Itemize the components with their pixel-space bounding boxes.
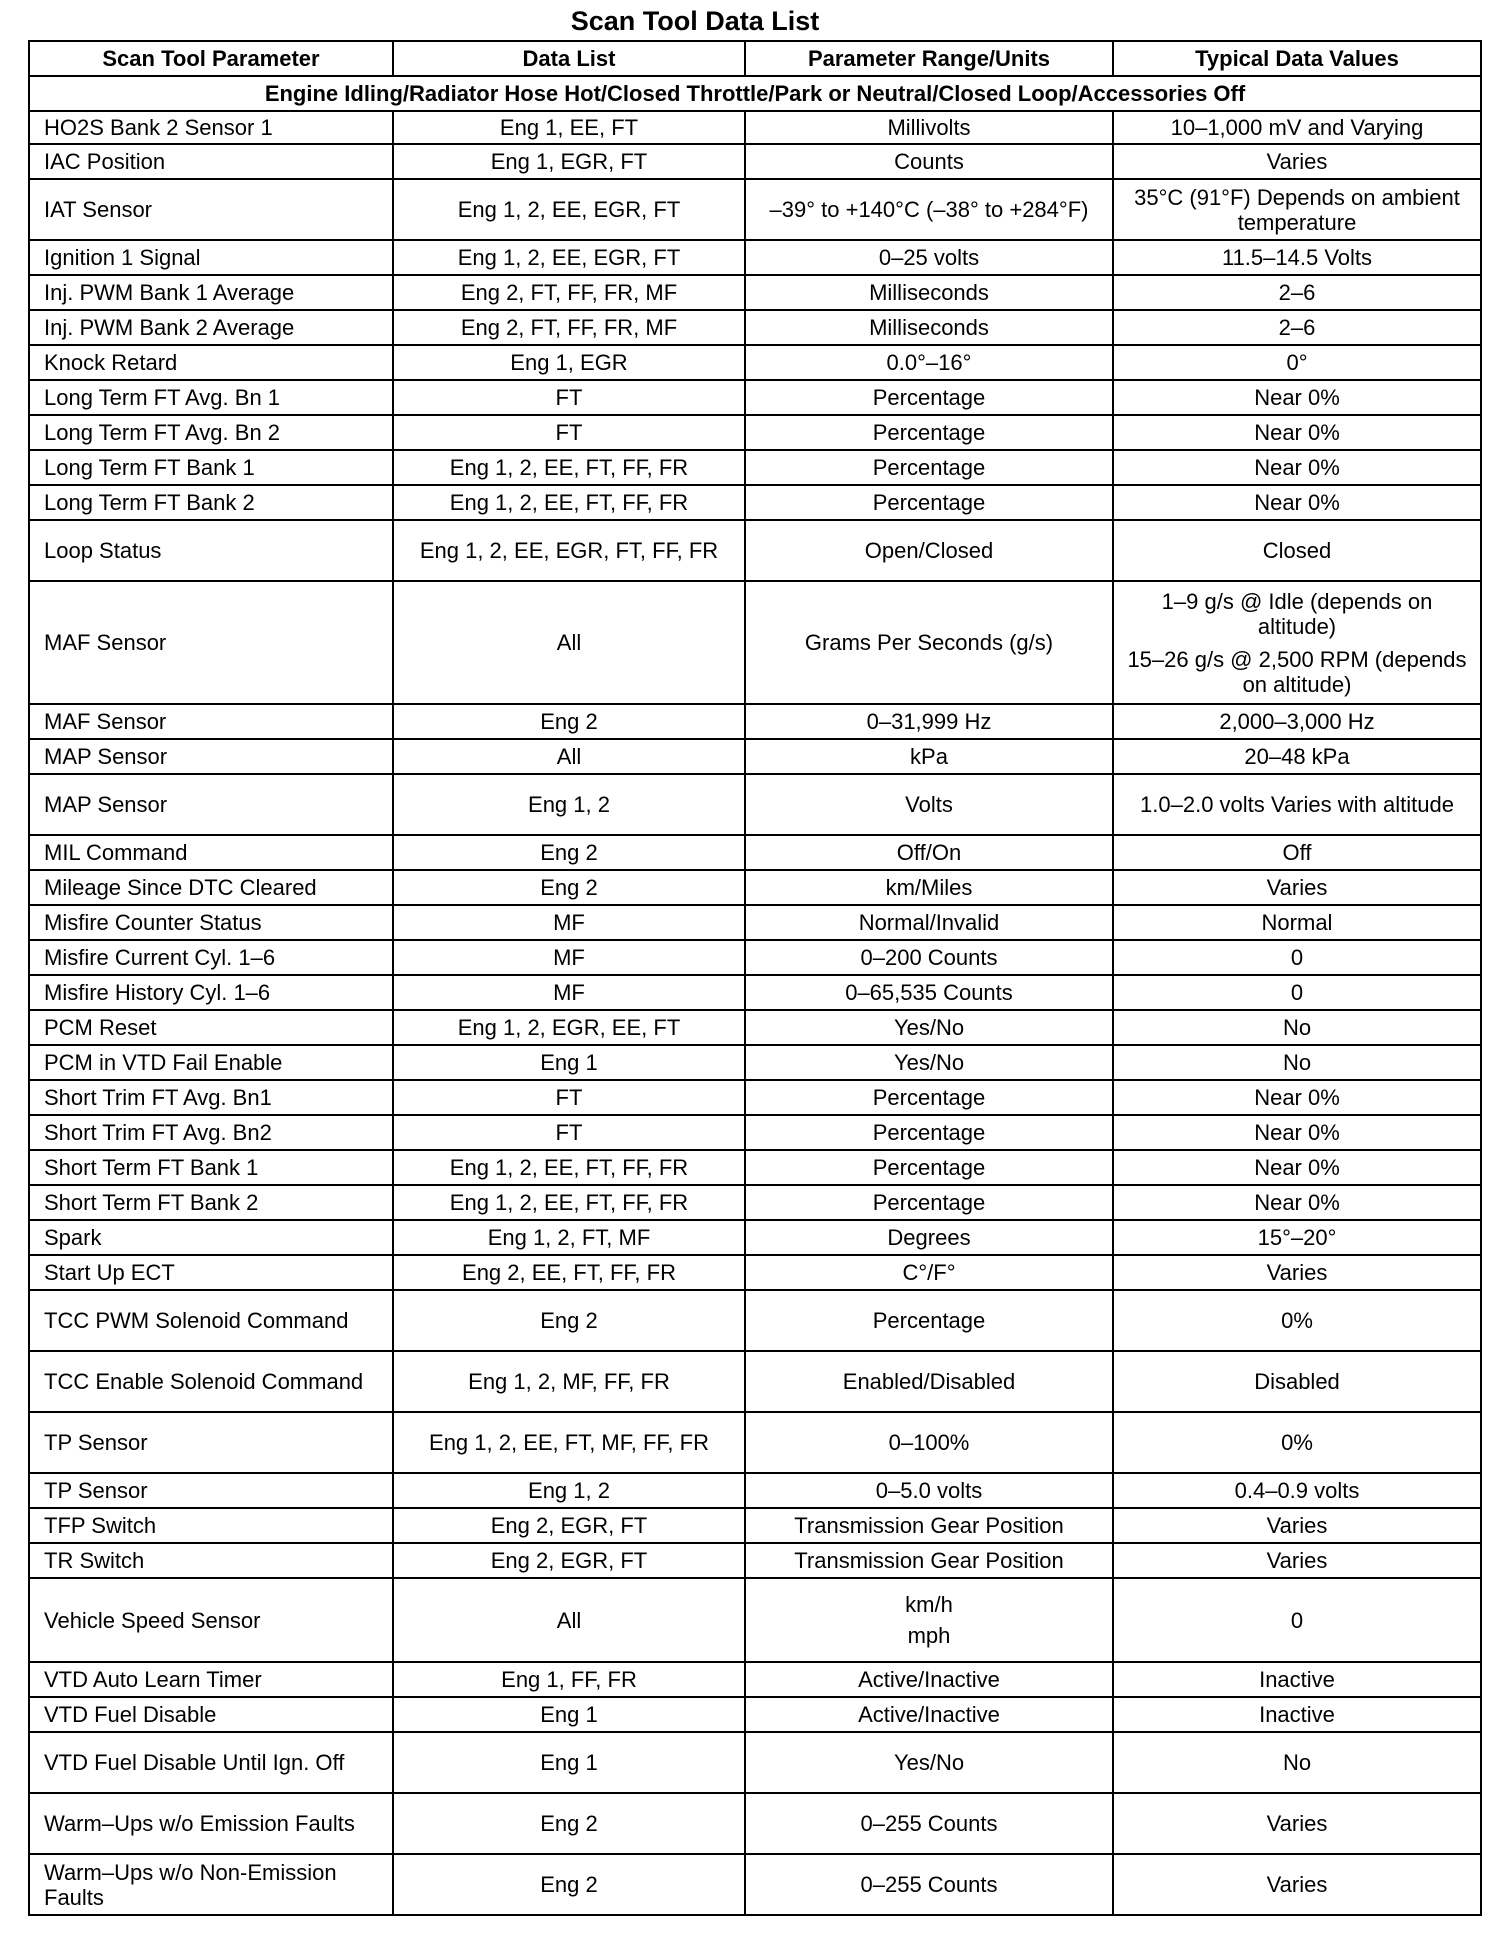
- range-cell: Percentage: [745, 415, 1113, 450]
- typical-cell: Near 0%: [1113, 1115, 1481, 1150]
- data-list-cell: FT: [393, 1080, 745, 1115]
- page-title: Scan Tool Data List: [570, 6, 820, 36]
- range-cell: Percentage: [745, 450, 1113, 485]
- table-row: [29, 144, 1481, 179]
- range-cell: Counts: [745, 144, 1113, 179]
- table-row: [29, 415, 1481, 450]
- data-list-cell: Eng 1, 2, EE, EGR, FT: [393, 240, 745, 275]
- parameter-cell: Short Trim FT Avg. Bn1: [29, 1080, 393, 1115]
- range-line: mph: [907, 1623, 951, 1648]
- range-cell: Off/On: [745, 835, 1113, 870]
- table-row: [29, 1045, 1481, 1080]
- typical-cell: 0.4–0.9 volts: [1113, 1473, 1481, 1508]
- typical-cell: 35°C (91°F) Depends on ambient temperature: [1113, 179, 1481, 240]
- parameter-cell: Warm–Ups w/o Non-Emission Faults: [29, 1854, 393, 1915]
- range-cell: 0.0°–16°: [745, 345, 1113, 380]
- range-cell: 0–25 volts: [745, 240, 1113, 275]
- range-cell: Percentage: [745, 1150, 1113, 1185]
- data-list-cell: MF: [393, 905, 745, 940]
- parameter-cell: Short Term FT Bank 1: [29, 1150, 393, 1185]
- parameter-cell: PCM in VTD Fail Enable: [29, 1045, 393, 1080]
- header-cell-range: Parameter Range/Units: [745, 41, 1113, 76]
- data-list-cell: Eng 1, 2, EE, FT, FF, FR: [393, 485, 745, 520]
- data-list-cell: MF: [393, 975, 745, 1010]
- range-cell: Enabled/Disabled: [745, 1351, 1113, 1412]
- parameter-cell: Long Term FT Avg. Bn 2: [29, 415, 393, 450]
- typical-cell: Near 0%: [1113, 450, 1481, 485]
- table-row: [29, 111, 1481, 144]
- data-list-cell: Eng 2, FT, FF, FR, MF: [393, 310, 745, 345]
- scan-tool-data-table: [28, 40, 1482, 1916]
- range-cell: [745, 1578, 1113, 1662]
- typical-cell: 2–6: [1113, 310, 1481, 345]
- typical-cell: 1.0–2.0 volts Varies with altitude: [1113, 774, 1481, 835]
- range-cell: Transmission Gear Position: [745, 1543, 1113, 1578]
- typical-cell: Near 0%: [1113, 1150, 1481, 1185]
- data-list-cell: MF: [393, 940, 745, 975]
- table-row: [29, 1697, 1481, 1732]
- table-row: [29, 1290, 1481, 1351]
- table-row: [29, 704, 1481, 739]
- table-row: [29, 1220, 1481, 1255]
- data-list-cell: Eng 1, EGR: [393, 345, 745, 380]
- range-cell: Open/Closed: [745, 520, 1113, 581]
- range-cell: C°/F°: [745, 1255, 1113, 1290]
- data-list-cell: Eng 2: [393, 704, 745, 739]
- table-row: [29, 870, 1481, 905]
- typical-cell: Varies: [1113, 1793, 1481, 1854]
- typical-line: 15–26 g/s @ 2,500 RPM (depends on altitude): [1127, 646, 1467, 697]
- parameter-cell: Misfire History Cyl. 1–6: [29, 975, 393, 1010]
- parameter-cell: Inj. PWM Bank 2 Average: [29, 310, 393, 345]
- range-cell: Active/Inactive: [745, 1662, 1113, 1697]
- parameter-cell: Misfire Counter Status: [29, 905, 393, 940]
- data-list-cell: Eng 1, FF, FR: [393, 1662, 745, 1697]
- typical-cell: Near 0%: [1113, 485, 1481, 520]
- table-row: [29, 1508, 1481, 1543]
- data-list-cell: Eng 2, FT, FF, FR, MF: [393, 275, 745, 310]
- range-cell: Milliseconds: [745, 310, 1113, 345]
- table-row: [29, 1793, 1481, 1854]
- data-list-cell: Eng 2: [393, 1290, 745, 1351]
- typical-cell: No: [1113, 1045, 1481, 1080]
- parameter-cell: Long Term FT Bank 2: [29, 485, 393, 520]
- range-cell: kPa: [745, 739, 1113, 774]
- table-row: [29, 1473, 1481, 1508]
- range-cell: Transmission Gear Position: [745, 1508, 1113, 1543]
- table-row: [29, 1255, 1481, 1290]
- table-row: [29, 1854, 1481, 1915]
- table-row: [29, 310, 1481, 345]
- data-list-cell: Eng 2, EGR, FT: [393, 1543, 745, 1578]
- table-row: [29, 905, 1481, 940]
- parameter-cell: VTD Fuel Disable Until Ign. Off: [29, 1732, 393, 1793]
- range-cell: 0–5.0 volts: [745, 1473, 1113, 1508]
- header-row: [29, 41, 1481, 76]
- parameter-cell: Vehicle Speed Sensor: [29, 1578, 393, 1662]
- parameter-cell: Start Up ECT: [29, 1255, 393, 1290]
- typical-cell: No: [1113, 1732, 1481, 1793]
- typical-cell: Closed: [1113, 520, 1481, 581]
- range-cell: Milliseconds: [745, 275, 1113, 310]
- table-row: [29, 1732, 1481, 1793]
- table-row: [29, 835, 1481, 870]
- table-row: [29, 1662, 1481, 1697]
- range-cell: 0–200 Counts: [745, 940, 1113, 975]
- data-list-cell: Eng 1, 2, EE, FT, MF, FF, FR: [393, 1412, 745, 1473]
- typical-cell: Varies: [1113, 1508, 1481, 1543]
- parameter-cell: Short Trim FT Avg. Bn2: [29, 1115, 393, 1150]
- typical-cell: 0%: [1113, 1290, 1481, 1351]
- table-row: [29, 1150, 1481, 1185]
- parameter-cell: TCC Enable Solenoid Command: [29, 1351, 393, 1412]
- data-list-cell: Eng 1, 2, EE, FT, FF, FR: [393, 1185, 745, 1220]
- parameter-cell: MAF Sensor: [29, 704, 393, 739]
- data-list-cell: Eng 1, 2, FT, MF: [393, 1220, 745, 1255]
- parameter-cell: IAT Sensor: [29, 179, 393, 240]
- table-row: [29, 1185, 1481, 1220]
- data-list-cell: Eng 1, 2: [393, 774, 745, 835]
- typical-cell: 0: [1113, 975, 1481, 1010]
- typical-cell: 20–48 kPa: [1113, 739, 1481, 774]
- table-row: [29, 975, 1481, 1010]
- parameter-cell: MAF Sensor: [29, 581, 393, 704]
- header-cell-parameter: Scan Tool Parameter: [29, 41, 393, 76]
- data-list-cell: Eng 2, EE, FT, FF, FR: [393, 1255, 745, 1290]
- data-list-cell: Eng 1, 2, EE, EGR, FT: [393, 179, 745, 240]
- table-row: [29, 380, 1481, 415]
- parameter-cell: Knock Retard: [29, 345, 393, 380]
- typical-cell: 2,000–3,000 Hz: [1113, 704, 1481, 739]
- range-cell: 0–255 Counts: [745, 1854, 1113, 1915]
- typical-cell: 0°: [1113, 345, 1481, 380]
- typical-cell: No: [1113, 1010, 1481, 1045]
- typical-cell: 11.5–14.5 Volts: [1113, 240, 1481, 275]
- typical-cell: 2–6: [1113, 275, 1481, 310]
- parameter-cell: IAC Position: [29, 144, 393, 179]
- section-row: [29, 76, 1481, 111]
- range-cell: –39° to +140°C (–38° to +284°F): [745, 179, 1113, 240]
- header-cell-typical: Typical Data Values: [1113, 41, 1481, 76]
- table-row: [29, 1010, 1481, 1045]
- data-list-cell: Eng 1, 2, EE, FT, FF, FR: [393, 1150, 745, 1185]
- typical-cell: Disabled: [1113, 1351, 1481, 1412]
- parameter-cell: MAP Sensor: [29, 774, 393, 835]
- parameter-cell: TP Sensor: [29, 1473, 393, 1508]
- data-list-cell: All: [393, 581, 745, 704]
- range-cell: km/Miles: [745, 870, 1113, 905]
- range-cell: 0–255 Counts: [745, 1793, 1113, 1854]
- typical-cell: Near 0%: [1113, 1185, 1481, 1220]
- data-list-cell: Eng 2, EGR, FT: [393, 1508, 745, 1543]
- typical-cell: Near 0%: [1113, 380, 1481, 415]
- header-cell-data-list: Data List: [393, 41, 745, 76]
- range-cell: Normal/Invalid: [745, 905, 1113, 940]
- range-cell: Percentage: [745, 1115, 1113, 1150]
- parameter-cell: Mileage Since DTC Cleared: [29, 870, 393, 905]
- range-cell: Active/Inactive: [745, 1697, 1113, 1732]
- table-row: [29, 520, 1481, 581]
- typical-cell: Near 0%: [1113, 1080, 1481, 1115]
- data-list-cell: Eng 1: [393, 1697, 745, 1732]
- typical-cell: 15°–20°: [1113, 1220, 1481, 1255]
- data-list-cell: Eng 1: [393, 1732, 745, 1793]
- range-cell: Percentage: [745, 380, 1113, 415]
- data-list-cell: Eng 1, 2, EE, EGR, FT, FF, FR: [393, 520, 745, 581]
- data-list-cell: Eng 1, 2, EGR, EE, FT: [393, 1010, 745, 1045]
- table-row: [29, 240, 1481, 275]
- table-row: [29, 774, 1481, 835]
- table-row: [29, 940, 1481, 975]
- table-row: [29, 345, 1481, 380]
- parameter-cell: TCC PWM Solenoid Command: [29, 1290, 393, 1351]
- typical-cell: Inactive: [1113, 1662, 1481, 1697]
- data-list-cell: Eng 2: [393, 870, 745, 905]
- data-list-cell: Eng 1, 2, MF, FF, FR: [393, 1351, 745, 1412]
- table-row: [29, 450, 1481, 485]
- range-cell: Yes/No: [745, 1045, 1113, 1080]
- range-cell: Volts: [745, 774, 1113, 835]
- range-cell: 0–100%: [745, 1412, 1113, 1473]
- range-cell: Percentage: [745, 485, 1113, 520]
- parameter-cell: Warm–Ups w/o Emission Faults: [29, 1793, 393, 1854]
- typical-cell: 0: [1113, 1578, 1481, 1662]
- range-cell: Percentage: [745, 1185, 1113, 1220]
- section-condition: Engine Idling/Radiator Hose Hot/Closed Throttle/Park or Neutral/Closed Loop/Accessories Off: [29, 76, 1481, 111]
- parameter-cell: VTD Fuel Disable: [29, 1697, 393, 1732]
- data-list-cell: Eng 2: [393, 835, 745, 870]
- range-cell: 0–31,999 Hz: [745, 704, 1113, 739]
- range-cell: Yes/No: [745, 1732, 1113, 1793]
- parameter-cell: TFP Switch: [29, 1508, 393, 1543]
- table-row: [29, 1351, 1481, 1412]
- table-row: [29, 1412, 1481, 1473]
- typical-cell: Inactive: [1113, 1697, 1481, 1732]
- data-list-cell: Eng 1: [393, 1045, 745, 1080]
- typical-cell: Varies: [1113, 1854, 1481, 1915]
- data-list-cell: Eng 2: [393, 1854, 745, 1915]
- data-list-cell: Eng 1, EE, FT: [393, 111, 745, 144]
- range-cell: Percentage: [745, 1080, 1113, 1115]
- typical-cell: Normal: [1113, 905, 1481, 940]
- parameter-cell: Loop Status: [29, 520, 393, 581]
- table-row: [29, 275, 1481, 310]
- parameter-cell: Ignition 1 Signal: [29, 240, 393, 275]
- data-list-cell: Eng 1, EGR, FT: [393, 144, 745, 179]
- typical-cell: Varies: [1113, 870, 1481, 905]
- parameter-cell: MAP Sensor: [29, 739, 393, 774]
- data-list-cell: FT: [393, 1115, 745, 1150]
- typical-cell: Varies: [1113, 144, 1481, 179]
- table-row: [29, 1115, 1481, 1150]
- data-list-cell: Eng 1, 2: [393, 1473, 745, 1508]
- parameter-cell: TR Switch: [29, 1543, 393, 1578]
- range-cell: Yes/No: [745, 1010, 1113, 1045]
- parameter-cell: VTD Auto Learn Timer: [29, 1662, 393, 1697]
- parameter-cell: Spark: [29, 1220, 393, 1255]
- table-row: [29, 179, 1481, 240]
- range-cell: Percentage: [745, 1290, 1113, 1351]
- typical-cell: 0: [1113, 940, 1481, 975]
- table-row: [29, 1080, 1481, 1115]
- range-cell: 0–65,535 Counts: [745, 975, 1113, 1010]
- data-list-cell: Eng 1, 2, EE, FT, FF, FR: [393, 450, 745, 485]
- table-row: [29, 739, 1481, 774]
- typical-line: 1–9 g/s @ Idle (depends on altitude): [1161, 588, 1433, 639]
- table-row: [29, 1543, 1481, 1578]
- parameter-cell: HO2S Bank 2 Sensor 1: [29, 111, 393, 144]
- typical-cell: Near 0%: [1113, 415, 1481, 450]
- parameter-cell: Misfire Current Cyl. 1–6: [29, 940, 393, 975]
- data-list-cell: Eng 2: [393, 1793, 745, 1854]
- typical-cell: Off: [1113, 835, 1481, 870]
- data-list-cell: All: [393, 1578, 745, 1662]
- parameter-cell: Long Term FT Avg. Bn 1: [29, 380, 393, 415]
- range-line: km/h: [905, 1592, 953, 1617]
- table-row: [29, 581, 1481, 704]
- parameter-cell: Long Term FT Bank 1: [29, 450, 393, 485]
- table-row: [29, 1578, 1481, 1662]
- typical-cell: 0%: [1113, 1412, 1481, 1473]
- parameter-cell: PCM Reset: [29, 1010, 393, 1045]
- parameter-cell: Short Term FT Bank 2: [29, 1185, 393, 1220]
- parameter-cell: TP Sensor: [29, 1412, 393, 1473]
- range-cell: Degrees: [745, 1220, 1113, 1255]
- range-cell: Millivolts: [745, 111, 1113, 144]
- typical-cell: Varies: [1113, 1255, 1481, 1290]
- parameter-cell: Inj. PWM Bank 1 Average: [29, 275, 393, 310]
- range-cell: Grams Per Seconds (g/s): [745, 581, 1113, 704]
- data-list-cell: All: [393, 739, 745, 774]
- data-list-cell: FT: [393, 380, 745, 415]
- data-list-cell: FT: [393, 415, 745, 450]
- typical-cell: [1113, 581, 1481, 704]
- parameter-cell: MIL Command: [29, 835, 393, 870]
- typical-cell: Varies: [1113, 1543, 1481, 1578]
- typical-cell: 10–1,000 mV and Varying: [1113, 111, 1481, 144]
- table-row: [29, 485, 1481, 520]
